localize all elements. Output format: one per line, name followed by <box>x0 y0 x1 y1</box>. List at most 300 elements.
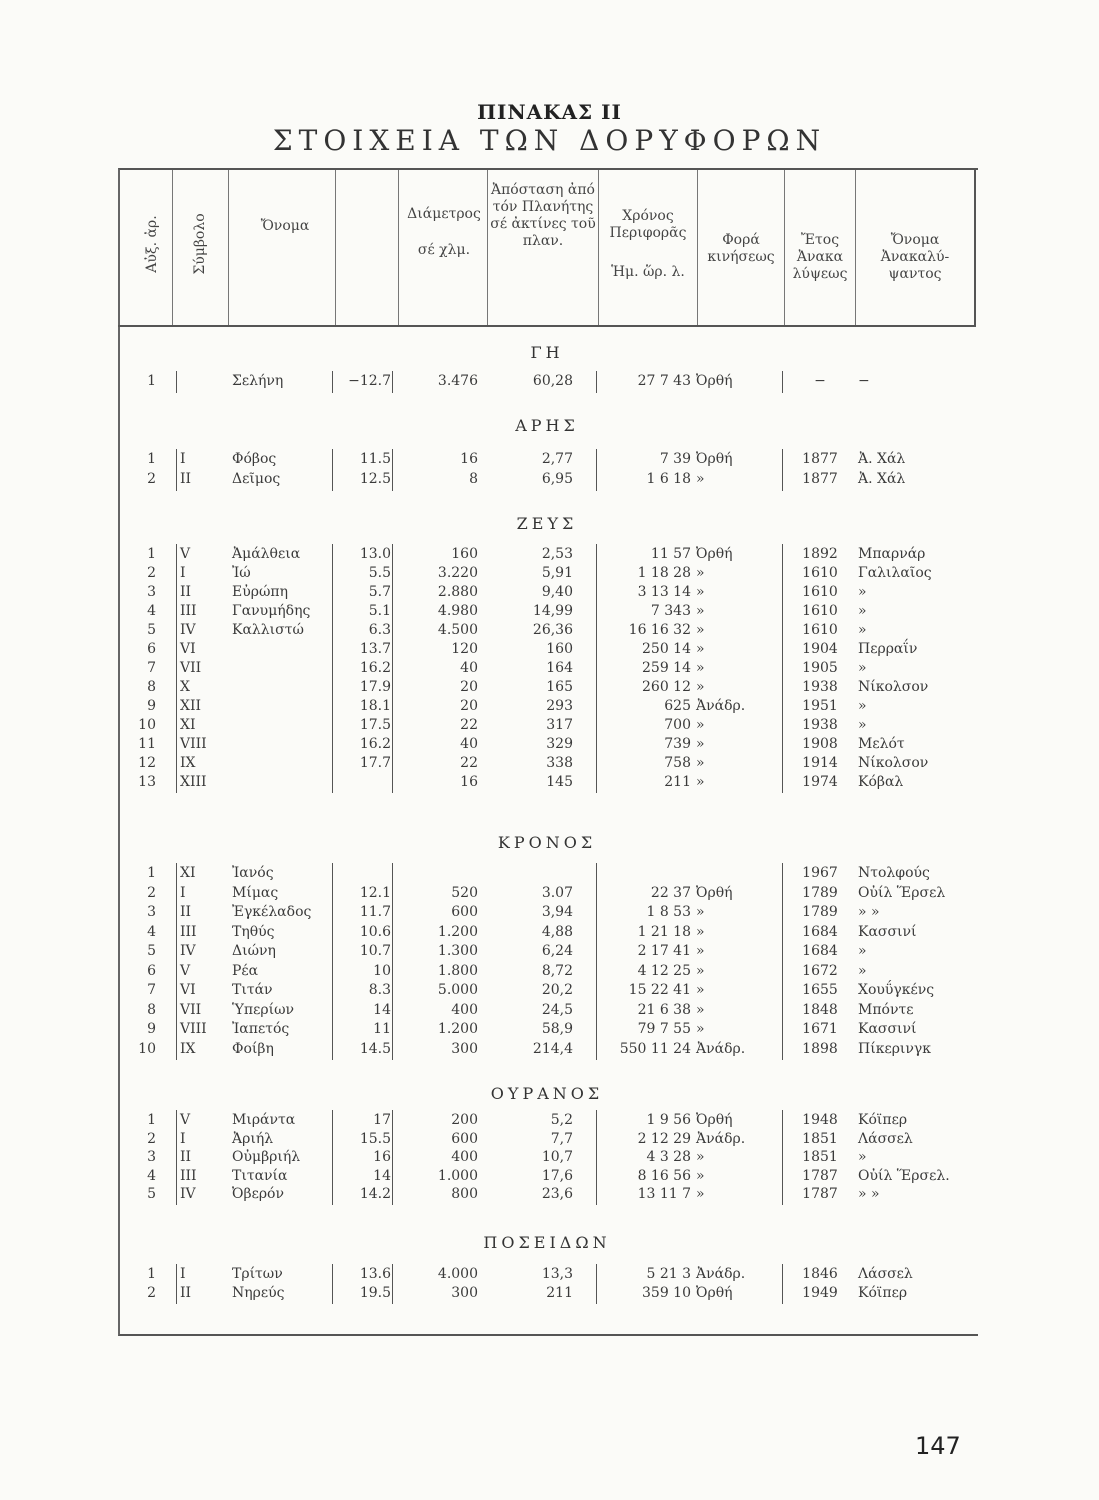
cell-direction: » <box>696 904 705 920</box>
cell-period: 4 3 28 <box>646 1149 691 1165</box>
cell-discoverer: Κόϊπερ <box>858 1285 908 1301</box>
cell-name: Φοίβη <box>232 1040 274 1057</box>
cell-direction: » <box>696 603 705 619</box>
cell-symbol: XII <box>180 698 202 714</box>
cell-period: 1 8 53 <box>646 904 691 920</box>
table-row <box>118 1285 976 1303</box>
cell-discoverer: Ἀ. Χάλ <box>858 451 906 467</box>
cell-period: 4 12 25 <box>637 962 691 979</box>
cell-size: 40 <box>460 660 478 676</box>
cell-num: 9 <box>147 1021 156 1037</box>
cell-num: 7 <box>147 660 156 676</box>
cell-period: 79 7 55 <box>637 1021 691 1037</box>
cell-year: 1877 <box>802 451 838 467</box>
cell-year: − <box>814 373 826 389</box>
cell-symbol: V <box>180 1112 191 1128</box>
cell-diameter: 13.7 <box>359 641 391 657</box>
cell-symbol: V <box>180 962 191 979</box>
cell-period: 2 17 41 <box>637 943 691 959</box>
table-subtitle: ΣΤΟΙΧΕΙΑ ΤΩΝ ΔΟΡΥΦΟΡΩΝ <box>272 124 827 157</box>
cell-num: 8 <box>147 679 156 695</box>
cell-period: 211 <box>664 774 691 790</box>
cell-discoverer: » » <box>858 904 880 920</box>
cell-discoverer: » » <box>858 1186 880 1202</box>
cell-size: 200 <box>451 1112 478 1128</box>
cell-size: 20 <box>460 698 478 714</box>
cell-num: 2 <box>147 565 156 581</box>
cell-direction: » <box>696 660 705 676</box>
frame-right-border <box>974 168 976 326</box>
cell-symbol: I <box>180 1130 186 1147</box>
cell-size: 520 <box>451 884 478 901</box>
cell-year: 1848 <box>802 1001 838 1018</box>
cell-year: 1787 <box>802 1186 838 1202</box>
cell-diameter: 8.3 <box>368 982 391 998</box>
cell-distance: 293 <box>546 698 573 714</box>
cell-name: Μιράντα <box>232 1112 296 1128</box>
cell-discoverer: Γαλιλαῖος <box>858 565 932 581</box>
cell-period: 2 12 29 <box>637 1130 691 1147</box>
cell-name: Νηρεύς <box>232 1285 285 1301</box>
cell-direction: Ὀρθή <box>696 1285 733 1301</box>
cell-period: 739 <box>664 736 691 752</box>
header-divider-8 <box>784 170 785 325</box>
cell-symbol: IX <box>180 755 196 771</box>
cell-direction: » <box>696 471 705 487</box>
cell-distance: 58,9 <box>541 1021 573 1037</box>
cell-symbol: III <box>180 923 197 940</box>
cell-size: 4.500 <box>437 622 478 638</box>
cell-num: 1 <box>147 546 156 562</box>
cell-symbol: VI <box>180 641 196 657</box>
cell-discoverer: » <box>858 717 867 733</box>
cell-num: 1 <box>147 1266 156 1282</box>
cell-discoverer: − <box>858 373 870 389</box>
cell-year: 1789 <box>802 884 838 901</box>
cell-period: 758 <box>664 755 691 771</box>
header-distance: Ἀπόσταση ἀπό τόν Πλανήτης σέ ἀκτίνες τοῦ πλαν. <box>490 182 596 249</box>
cell-symbol: II <box>180 1149 192 1165</box>
cell-discoverer: » <box>858 660 867 676</box>
cell-direction: » <box>696 641 705 657</box>
cell-period: 27 7 43 <box>637 373 691 389</box>
cell-direction: » <box>696 1001 705 1018</box>
cell-discoverer: Νίκολσον <box>858 679 929 695</box>
cell-year: 1610 <box>802 584 838 600</box>
cell-year: 1787 <box>802 1167 838 1184</box>
cell-size: 4.980 <box>437 603 478 619</box>
table-row <box>118 1131 976 1149</box>
header-direction: Φορά κινήσεως <box>707 232 775 265</box>
cell-num: 3 <box>147 904 156 920</box>
cell-period: 8 16 56 <box>637 1167 691 1184</box>
cell-period: 5 21 3 <box>646 1266 691 1282</box>
cell-year: 1948 <box>802 1112 838 1128</box>
cell-period: 11 57 <box>650 546 691 562</box>
cell-period: 15 22 41 <box>628 982 691 998</box>
cell-size: 16 <box>460 451 478 467</box>
cell-name: Μίμας <box>232 884 279 901</box>
table-row <box>118 1021 976 1039</box>
cell-direction: » <box>696 982 705 998</box>
section-title: ΟΥΡΑΝΟΣ <box>490 1084 604 1103</box>
cell-name: Οὐμβριήλ <box>232 1149 301 1165</box>
table-row <box>118 904 976 922</box>
cell-diameter: 15.5 <box>359 1130 391 1147</box>
cell-direction: Ἀνάδρ. <box>696 1040 746 1057</box>
cell-symbol: XI <box>180 865 196 881</box>
header-name: Ὄνομα <box>260 218 310 234</box>
cell-size: 400 <box>451 1149 478 1165</box>
cell-size: 1.800 <box>437 962 478 979</box>
cell-name: Τρίτων <box>232 1266 283 1282</box>
cell-size: 1.000 <box>437 1167 478 1184</box>
cell-size: 40 <box>460 736 478 752</box>
cell-year: 1904 <box>802 641 838 657</box>
cell-num: 6 <box>147 962 156 979</box>
cell-num: 3 <box>147 584 156 600</box>
cell-distance: 2,53 <box>541 546 573 562</box>
cell-diameter: 12.1 <box>359 884 391 901</box>
table-row <box>118 885 976 903</box>
cell-discoverer: » <box>858 962 867 979</box>
cell-distance: 329 <box>546 736 573 752</box>
cell-discoverer: Λάσσελ <box>858 1266 913 1282</box>
cell-direction: Ὀρθή <box>696 451 733 467</box>
cell-discoverer: Οὐίλ Ἕρσελ. <box>858 1167 950 1184</box>
cell-discoverer: » <box>858 603 867 619</box>
cell-year: 1892 <box>802 546 838 562</box>
cell-distance: 145 <box>546 774 573 790</box>
cell-name: Ἰαπετός <box>232 1021 290 1037</box>
cell-period: 260 12 <box>642 679 691 695</box>
header-divider <box>118 325 976 327</box>
cell-symbol: III <box>180 603 197 619</box>
cell-distance: 24,5 <box>541 1001 573 1018</box>
cell-num: 13 <box>138 774 156 790</box>
cell-period: 1 9 56 <box>646 1112 691 1128</box>
section-title: ΖΕΥΣ <box>516 514 578 533</box>
cell-num: 4 <box>147 1167 156 1184</box>
cell-diameter: 5.5 <box>368 565 391 581</box>
cell-symbol: XI <box>180 717 196 733</box>
cell-distance: 9,40 <box>541 584 573 600</box>
cell-num: 5 <box>147 943 156 959</box>
header-year: Ἔτος Ἀνακα λύψεως <box>792 232 848 282</box>
cell-period: 13 11 7 <box>637 1186 691 1202</box>
cell-year: 1905 <box>802 660 838 676</box>
cell-name: Ἰανός <box>232 865 274 881</box>
cell-diameter: 17.9 <box>359 679 391 695</box>
cell-discoverer: Μπαρνάρ <box>858 546 926 562</box>
cell-diameter: 14 <box>373 1001 391 1018</box>
page-number: 147 <box>915 1432 961 1460</box>
cell-period: 250 14 <box>642 641 691 657</box>
header-divider-9 <box>855 170 856 325</box>
cell-num: 1 <box>147 1112 156 1128</box>
cell-size: 800 <box>451 1186 478 1202</box>
cell-period: 1 21 18 <box>637 923 691 940</box>
cell-size: 1.200 <box>437 1021 478 1037</box>
table-row <box>118 471 976 489</box>
cell-size: 400 <box>451 1001 478 1018</box>
cell-symbol: VI <box>180 982 196 998</box>
cell-year: 1684 <box>802 923 838 940</box>
cell-num: 1 <box>147 865 156 881</box>
cell-num: 10 <box>138 717 156 733</box>
cell-diameter: 13.0 <box>359 546 391 562</box>
cell-period: 22 37 <box>650 884 691 901</box>
cell-size: 600 <box>451 904 478 920</box>
cell-distance: 23,6 <box>541 1186 573 1202</box>
cell-year: 1898 <box>802 1040 838 1057</box>
header-divider-7 <box>697 170 698 325</box>
cell-direction: Ὀρθή <box>696 1112 733 1128</box>
cell-size: 22 <box>460 717 478 733</box>
cell-distance: 214,4 <box>532 1040 573 1057</box>
cell-symbol: I <box>180 451 186 467</box>
cell-symbol: IV <box>180 1186 196 1202</box>
cell-direction: » <box>696 943 705 959</box>
cell-size: 3.220 <box>437 565 478 581</box>
cell-discoverer: Μελότ <box>858 736 905 752</box>
cell-distance: 10,7 <box>541 1149 573 1165</box>
cell-distance: 338 <box>546 755 573 771</box>
cell-name: Ἐγκέλαδος <box>232 904 312 920</box>
cell-num: 1 <box>147 373 156 389</box>
cell-direction: » <box>696 923 705 940</box>
cell-period: 259 14 <box>642 660 691 676</box>
cell-size: 300 <box>451 1040 478 1057</box>
table-row <box>118 755 976 773</box>
cell-size: 3.476 <box>437 373 478 389</box>
cell-direction: » <box>696 584 705 600</box>
cell-distance: 164 <box>546 660 573 676</box>
cell-direction: Ἀνάδρ. <box>696 1130 746 1147</box>
cell-discoverer: » <box>858 1149 867 1165</box>
cell-size: 1.200 <box>437 923 478 940</box>
header-divider-6 <box>598 170 599 325</box>
cell-size: 1.300 <box>437 943 478 959</box>
cell-name: Τηθύς <box>232 923 275 940</box>
cell-distance: 6,24 <box>541 943 573 959</box>
cell-direction: » <box>696 1167 705 1184</box>
table-row <box>118 373 976 391</box>
cell-period: 550 11 24 <box>619 1040 691 1057</box>
cell-diameter: 11.7 <box>359 904 391 920</box>
table-row <box>118 1186 976 1204</box>
cell-year: 1610 <box>802 603 838 619</box>
table-row <box>118 736 976 754</box>
cell-direction: » <box>696 962 705 979</box>
cell-symbol: II <box>180 471 192 487</box>
cell-distance: 211 <box>546 1285 573 1301</box>
cell-direction: » <box>696 679 705 695</box>
cell-period: 21 6 38 <box>637 1001 691 1018</box>
cell-diameter: 14.5 <box>359 1040 391 1057</box>
cell-discoverer: Κόβαλ <box>858 774 904 790</box>
cell-diameter: 17 <box>373 1112 391 1128</box>
cell-diameter: 5.7 <box>368 584 391 600</box>
cell-year: 1908 <box>802 736 838 752</box>
cell-symbol: III <box>180 1167 197 1184</box>
cell-symbol: VII <box>180 1001 202 1018</box>
table-row <box>118 1041 976 1059</box>
header-divider-1 <box>172 170 173 325</box>
table-row <box>118 698 976 716</box>
cell-year: 1672 <box>802 962 838 979</box>
cell-discoverer: Ἀ. Χάλ <box>858 471 906 487</box>
cell-year: 1974 <box>802 774 838 790</box>
header-symbol: Σύμβολο <box>192 213 208 275</box>
cell-discoverer: Μπόντε <box>858 1001 914 1018</box>
cell-num: 5 <box>147 622 156 638</box>
cell-distance: 60,28 <box>532 373 573 389</box>
cell-num: 7 <box>147 982 156 998</box>
cell-distance: 5,2 <box>550 1112 573 1128</box>
cell-discoverer: Νίκολσον <box>858 755 929 771</box>
cell-direction: » <box>696 622 705 638</box>
cell-direction: » <box>696 1149 705 1165</box>
cell-discoverer: Κασσινί <box>858 1021 917 1037</box>
cell-year: 1789 <box>802 904 838 920</box>
cell-symbol: II <box>180 904 192 920</box>
cell-num: 2 <box>147 1285 156 1301</box>
header-divider-3 <box>335 170 336 325</box>
cell-size: 8 <box>469 471 478 487</box>
cell-num: 3 <box>147 1149 156 1165</box>
cell-diameter: 16.2 <box>359 660 391 676</box>
cell-symbol: I <box>180 884 186 901</box>
cell-diameter: 17.5 <box>359 717 391 733</box>
cell-symbol: IV <box>180 943 196 959</box>
cell-num: 4 <box>147 923 156 940</box>
cell-distance: 8,72 <box>541 962 573 979</box>
table-row <box>118 865 976 883</box>
cell-discoverer: Ντολφούς <box>858 865 930 881</box>
section-title: ΚΡΟΝΟΣ <box>497 833 597 852</box>
cell-direction: » <box>696 717 705 733</box>
cell-discoverer: » <box>858 698 867 714</box>
table-row <box>118 565 976 583</box>
cell-year: 1671 <box>802 1021 838 1037</box>
cell-direction: Ἀνάδρ. <box>696 1266 746 1282</box>
table-row <box>118 943 976 961</box>
header-divider-4 <box>398 170 399 325</box>
table-row <box>118 660 976 678</box>
table-row <box>118 603 976 621</box>
cell-discoverer: » <box>858 943 867 959</box>
cell-distance: 5,91 <box>541 565 573 581</box>
cell-size: 20 <box>460 679 478 695</box>
cell-size: 4.000 <box>437 1266 478 1282</box>
cell-distance: 165 <box>546 679 573 695</box>
cell-diameter: −12.7 <box>348 373 391 389</box>
cell-direction: » <box>696 1186 705 1202</box>
cell-year: 1938 <box>802 679 838 695</box>
cell-diameter: 11.5 <box>359 451 391 467</box>
cell-year: 1610 <box>802 622 838 638</box>
cell-diameter: 17.7 <box>359 755 391 771</box>
cell-diameter: 11 <box>373 1021 391 1037</box>
cell-distance: 20,2 <box>541 982 573 998</box>
table-row <box>118 924 976 942</box>
cell-direction: » <box>696 565 705 581</box>
section-title: ΓΗ <box>530 343 564 362</box>
cell-year: 1846 <box>802 1266 838 1282</box>
cell-distance: 14,99 <box>532 603 573 619</box>
cell-direction: Ὀρθή <box>696 373 733 389</box>
cell-period: 700 <box>664 717 691 733</box>
cell-period: 7 343 <box>650 603 691 619</box>
cell-symbol: II <box>180 1285 192 1301</box>
cell-period: 1 18 28 <box>637 565 691 581</box>
cell-period: 1 6 18 <box>646 471 691 487</box>
section-title: ΑΡΗΣ <box>515 416 579 435</box>
cell-direction: » <box>696 755 705 771</box>
header-diameter-unit: σέ χλμ. <box>417 242 471 258</box>
cell-symbol: X <box>180 679 190 695</box>
cell-year: 1914 <box>802 755 838 771</box>
cell-diameter: 18.1 <box>359 698 391 714</box>
cell-diameter: 10 <box>373 962 391 979</box>
table-row <box>118 641 976 659</box>
cell-period: 3 13 14 <box>637 584 691 600</box>
cell-symbol: I <box>180 565 186 581</box>
cell-symbol: XIII <box>180 774 207 790</box>
cell-num: 4 <box>147 603 156 619</box>
cell-num: 11 <box>138 736 156 752</box>
cell-distance: 2,77 <box>541 451 573 467</box>
cell-name: Διώνη <box>232 943 276 959</box>
header-discoverer: Ὄνομα Ἀνακαλύ- ψαντος <box>880 232 950 282</box>
cell-period: 625 <box>664 698 691 714</box>
table-row <box>118 774 976 792</box>
cell-num: 2 <box>147 471 156 487</box>
cell-name: Τιτανία <box>232 1167 288 1184</box>
cell-num: 8 <box>147 1001 156 1018</box>
cell-year: 1949 <box>802 1285 838 1301</box>
header-divider-2 <box>228 170 229 325</box>
cell-year: 1655 <box>802 982 838 998</box>
table-row <box>118 1002 976 1020</box>
cell-size: 16 <box>460 774 478 790</box>
table-row <box>118 546 976 564</box>
table-row <box>118 1112 976 1130</box>
cell-diameter: 14.2 <box>359 1186 391 1202</box>
cell-diameter: 14 <box>373 1167 391 1184</box>
cell-size: 600 <box>451 1130 478 1147</box>
cell-diameter: 16.2 <box>359 736 391 752</box>
cell-distance: 160 <box>546 641 573 657</box>
cell-size: 22 <box>460 755 478 771</box>
cell-num: 12 <box>138 755 156 771</box>
header-period: Χρόνος Περιφορᾶς <box>609 208 687 241</box>
cell-discoverer: » <box>858 584 867 600</box>
cell-diameter: 16 <box>373 1149 391 1165</box>
cell-name: Εὐρώπη <box>232 584 288 600</box>
table-row <box>118 717 976 735</box>
cell-diameter: 12.5 <box>359 471 391 487</box>
cell-diameter: 5.1 <box>368 603 391 619</box>
cell-period: 16 16 32 <box>628 622 691 638</box>
cell-num: 5 <box>147 1186 156 1202</box>
cell-distance: 26,36 <box>532 622 573 638</box>
cell-name: Ὀβερόν <box>232 1186 284 1202</box>
cell-symbol: II <box>180 584 192 600</box>
cell-year: 1938 <box>802 717 838 733</box>
cell-symbol: IX <box>180 1040 196 1057</box>
